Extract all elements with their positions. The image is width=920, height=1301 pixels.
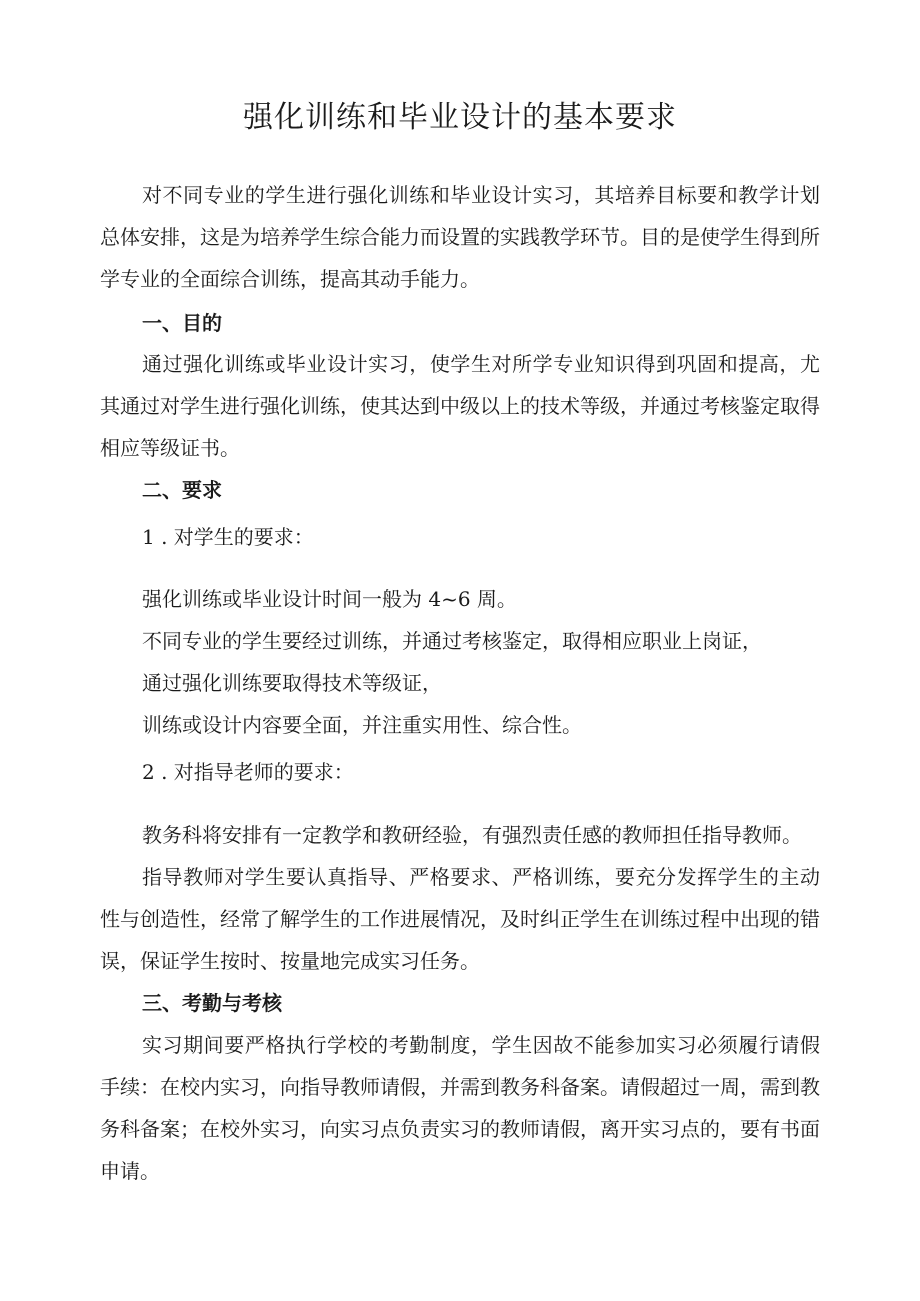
document-title: 强化训练和毕业设计的基本要求 bbox=[243, 100, 677, 135]
attendance-paragraph: 实习期间要严格执行学校的考勤制度，学生因故不能参加实习必须履行请假手续：在校内实习，向指导教师请假，并需到教务科备案。请假超过一周，需到教务科备案；在校外实习，向实习点负责实习的教师请假，离开实习点的，要有书面申请。 bbox=[100, 1033, 820, 1183]
teacher-requirement-paragraph: 教务科将安排有一定教学和教研经验，有强烈责任感的教师担任指导教师。 bbox=[142, 823, 802, 847]
student-requirement-item: 不同专业的学生要经过训练，并通过考核鉴定，取得相应职业上岗证， bbox=[142, 629, 762, 653]
student-requirement-item: 训练或设计内容要全面，并注重实用性、综合性。 bbox=[142, 713, 582, 737]
student-requirement-item: 强化训练或毕业设计时间一般为 4~6 周。 bbox=[142, 587, 517, 611]
teacher-requirements-label: 2 . 对指导老师的要求： bbox=[142, 760, 354, 784]
section-heading-requirements: 二、要求 bbox=[142, 478, 222, 502]
teacher-requirement-paragraph: 指导教师对学生要认真指导、严格要求、严格训练，要充分发挥学生的主动性与创造性，经常了解学生的工作进展情况，及时纠正学生在训练过程中出现的错误，保证学生按时、按量地完成实习任务。 bbox=[100, 865, 820, 973]
section-heading-attendance: 三、考勤与考核 bbox=[142, 991, 282, 1015]
purpose-paragraph: 通过强化训练或毕业设计实习，使学生对所学专业知识得到巩固和提高，尤其通过对学生进行强化训练，使其达到中级以上的技术等级，并通过考核鉴定取得相应等级证书。 bbox=[100, 352, 820, 460]
section-heading-purpose: 一、目的 bbox=[142, 311, 222, 335]
intro-paragraph: 对不同专业的学生进行强化训练和毕业设计实习，其培养目标要和教学计划总体安排，这是为培养学生综合能力而设置的实践教学环节。目的是使学生得到所学专业的全面综合训练，提高其动手能力。 bbox=[100, 183, 820, 291]
student-requirement-item: 通过强化训练要取得技术等级证， bbox=[142, 671, 442, 695]
student-requirements-label: 1 . 对学生的要求： bbox=[142, 525, 314, 549]
